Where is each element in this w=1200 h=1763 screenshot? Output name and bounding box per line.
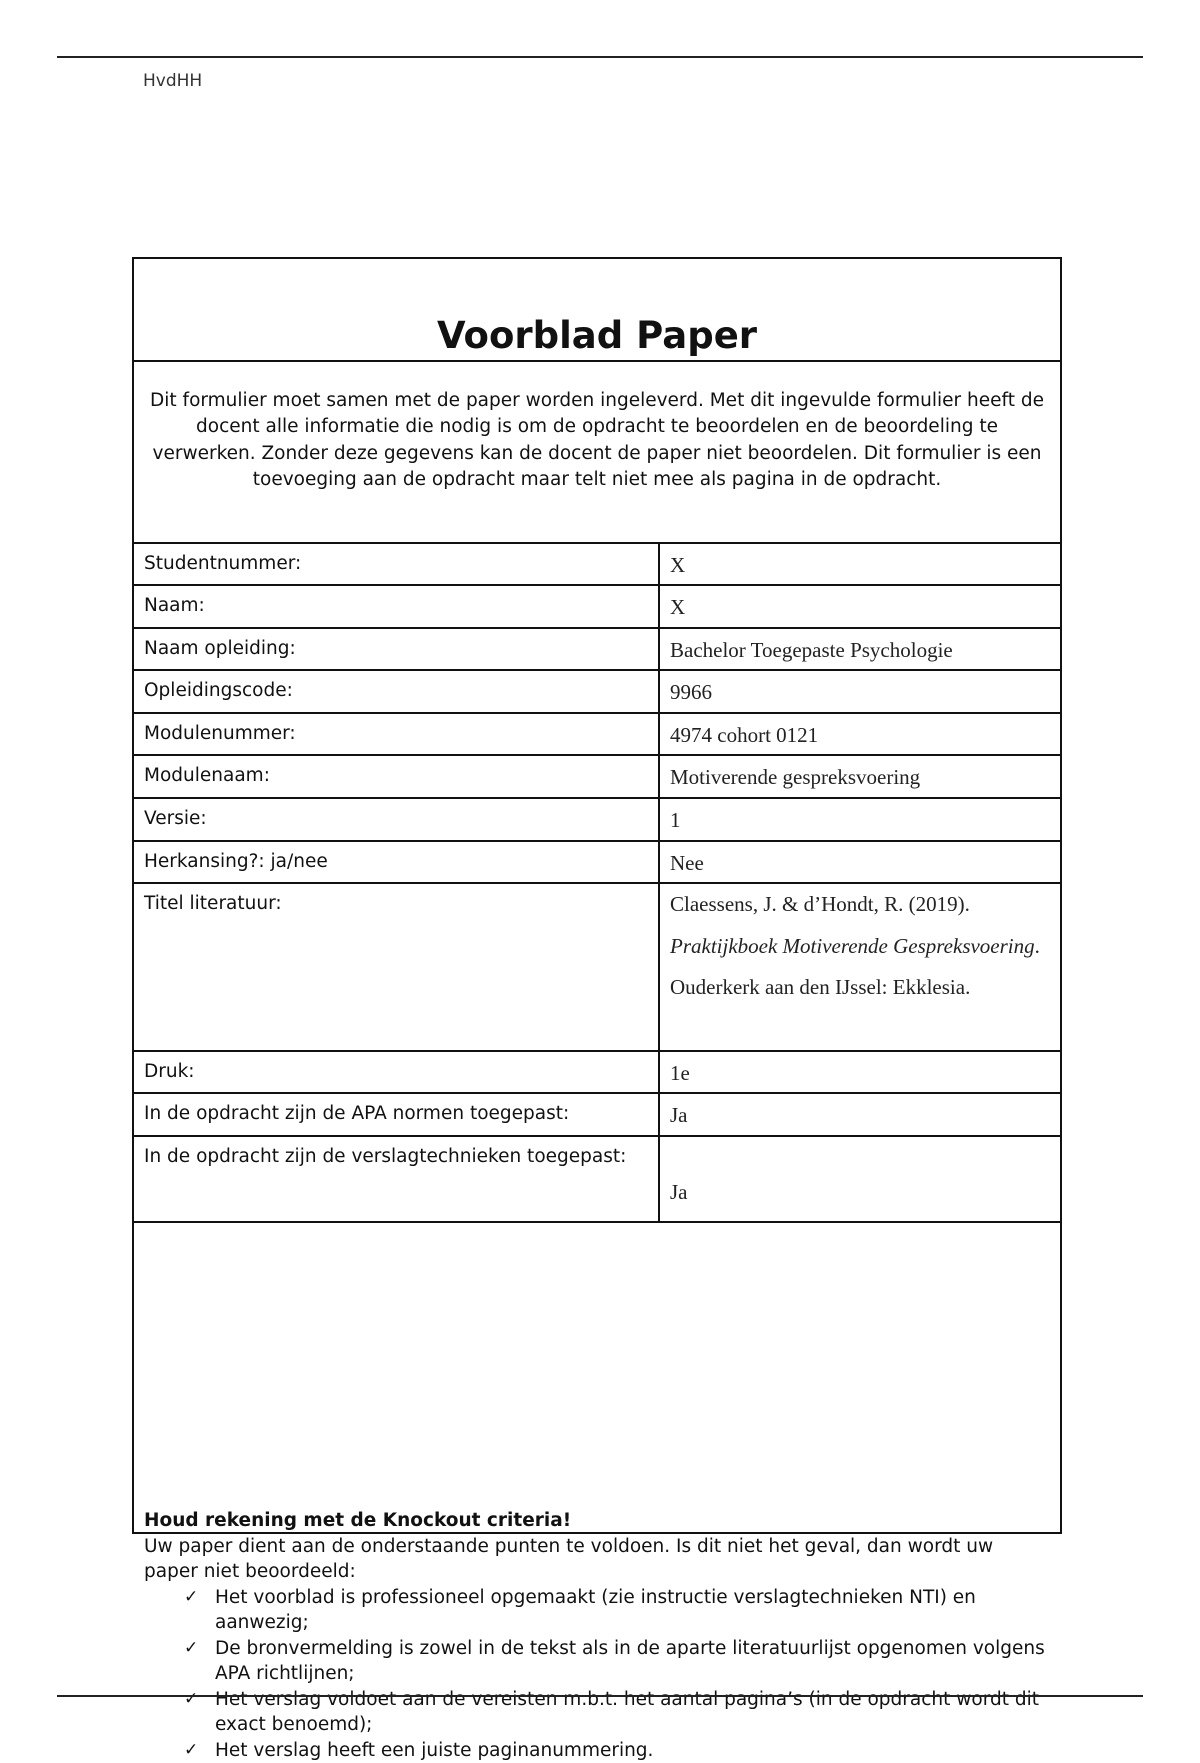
field-row-versie	[134, 799, 1060, 842]
field-row-studentnummer	[134, 544, 1060, 586]
field-row-naam-opleiding	[134, 629, 1060, 671]
list-item-text: De bronvermelding is zowel in de tekst als in de aparte literatuurlijst opgenomen volgens APA richtlijnen;	[215, 1638, 1045, 1685]
literature-book-title: Praktijkboek Motiverende Gespreksvoering	[670, 934, 1035, 958]
field-value: 4974 cohort 0121	[660, 714, 1060, 754]
field-label: Versie:	[134, 799, 660, 840]
field-label: Herkansing?: ja/nee	[134, 842, 660, 882]
literature-citation-start: Claessens, J. & d’Hondt, R. (2019).	[670, 892, 970, 916]
field-label: Naam:	[134, 586, 660, 627]
field-row-titel-literatuur	[134, 884, 1060, 1052]
footer-rule	[57, 1695, 1143, 1697]
field-label: In de opdracht zijn de verslagtechnieken toegepast:	[134, 1137, 660, 1221]
field-label: Modulenaam:	[134, 756, 660, 797]
list-item	[184, 1738, 1050, 1763]
field-label: In de opdracht zijn de APA normen toegepast:	[134, 1094, 660, 1135]
fields-table	[134, 544, 1060, 1223]
field-value: 1	[660, 799, 1060, 840]
header-initials: HvdHH	[143, 71, 202, 91]
field-value: Ja	[660, 1137, 1060, 1221]
field-value: 9966	[660, 671, 1060, 712]
field-row-modulenummer	[134, 714, 1060, 756]
field-value: Bachelor Toegepaste Psychologie	[660, 629, 1060, 669]
checkmark-icon: ✓	[184, 1636, 198, 1662]
list-item	[184, 1585, 1050, 1636]
literature-citation-end: . Ouderkerk aan den IJssel: Ekklesia.	[670, 934, 1040, 1000]
header-rule	[57, 56, 1143, 58]
checkmark-icon: ✓	[184, 1585, 198, 1611]
field-label: Druk:	[134, 1052, 660, 1092]
field-row-verslagtechnieken	[134, 1137, 1060, 1223]
field-value: Nee	[660, 842, 1060, 882]
page-title: Voorblad Paper	[134, 314, 1060, 358]
field-value: Ja	[660, 1094, 1060, 1135]
field-row-modulenaam	[134, 756, 1060, 799]
field-label: Naam opleiding:	[134, 629, 660, 669]
intro-cell	[134, 362, 1060, 544]
list-item-text: Het verslag heeft een juiste paginanummering.	[215, 1740, 653, 1761]
checkmark-icon: ✓	[184, 1738, 198, 1763]
intro-text: Dit formulier moet samen met de paper worden ingeleverd. Met dit ingevulde formulier heeft de docent alle informatie die nodig is om de opdracht te beoordelen en de beoordeling te verwerken. Zonder deze gegevens kan de docent de paper niet beoordelen. Dit formulier is een toevoeging aan de opdracht maar telt niet mee als pagina in de opdracht.	[142, 388, 1052, 493]
knockout-intro: Uw paper dient aan de onderstaande punten te voldoen. Is dit niet het geval, dan wordt uw paper niet beoordeeld:	[144, 1534, 1050, 1585]
list-item	[184, 1636, 1050, 1687]
field-label: Modulenummer:	[134, 714, 660, 754]
field-label: Opleidingscode:	[134, 671, 660, 712]
checkmark-icon: ✓	[184, 1687, 198, 1713]
field-value	[660, 884, 1060, 1050]
field-row-opleidingscode	[134, 671, 1060, 714]
field-value: X	[660, 586, 1060, 627]
field-row-apa-normen	[134, 1094, 1060, 1137]
cover-form	[132, 257, 1062, 1534]
list-item-text: Het verslag voldoet aan de vereisten m.b.t. het aantal pagina’s (in de opdracht wordt dit exact benoemd);	[215, 1689, 1039, 1736]
field-value: X	[660, 544, 1060, 584]
knockout-criteria	[134, 1484, 1060, 1763]
field-row-naam	[134, 586, 1060, 629]
field-label: Studentnummer:	[134, 544, 660, 584]
field-value: 1e	[660, 1052, 1060, 1092]
field-row-herkansing	[134, 842, 1060, 884]
field-label: Titel literatuur:	[134, 884, 660, 1050]
title-cell	[134, 259, 1060, 362]
knockout-heading: Houd rekening met de Knockout criteria!	[144, 1508, 1050, 1534]
field-row-druk	[134, 1052, 1060, 1094]
list-item-text: Het voorblad is professioneel opgemaakt (zie instructie verslagtechnieken NTI) en aanwezig;	[215, 1587, 976, 1634]
field-value: Motiverende gespreksvoering	[660, 756, 1060, 797]
knockout-list	[144, 1585, 1050, 1763]
